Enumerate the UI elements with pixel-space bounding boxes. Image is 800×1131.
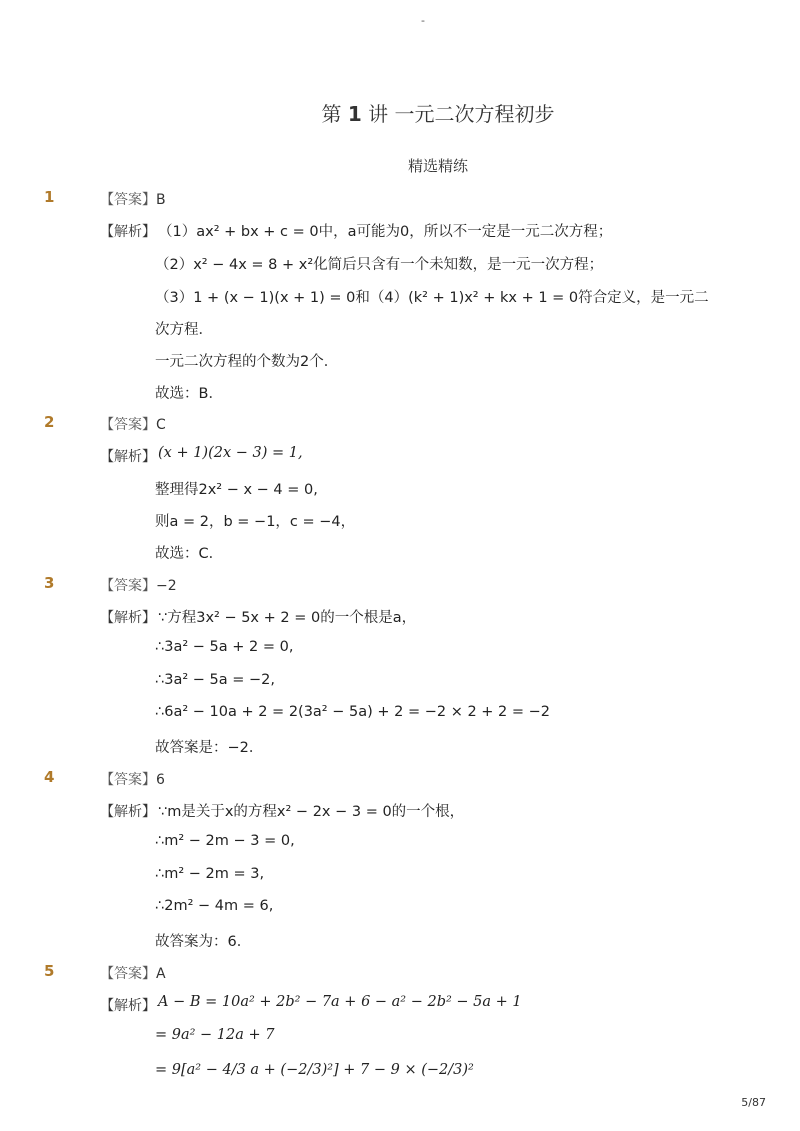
analysis-line: ∴3a² − 5a + 2 = 0, (155, 639, 294, 655)
title-text: 讲 一元二次方程初步 (368, 102, 555, 126)
answer-value: C (156, 417, 166, 433)
analysis-line: ∴6a² − 10a + 2 = 2(3a² − 5a) + 2 = −2 × 2 + 2 = −2 (155, 704, 551, 720)
analysis-label: 【解析】 (100, 998, 156, 1014)
analysis-line: 次方程． (155, 322, 213, 338)
analysis-line: ∵方程3x² − 5x + 2 = 0的一个根是a， (158, 610, 417, 626)
analysis-label: 【解析】 (100, 449, 156, 465)
section-subtitle: 精选精练 (407, 157, 468, 175)
answer-label: 【答案】 (100, 417, 156, 433)
question-number: 4 (44, 768, 55, 786)
title-number: 1 (347, 102, 362, 126)
top-mark: - (421, 14, 425, 27)
analysis-line: = 9a² − 12a + 7 (155, 1027, 275, 1043)
analysis-line: = 9[a² − 4/3 a + (−2/3)²] + 7 − 9 × (−2/3)² (155, 1062, 474, 1078)
analysis-line: ∵m是关于x的方程x² − 2x − 3 = 0的一个根， (158, 804, 465, 820)
analysis-line: ∴m² − 2m = 3, (155, 866, 265, 882)
analysis-line: 故答案为：6． (155, 934, 252, 950)
answer-row (100, 189, 166, 209)
answer-label: 【答案】 (100, 966, 156, 982)
question-number: 1 (44, 188, 55, 206)
question-number: 5 (44, 962, 55, 980)
answer-row (100, 963, 166, 983)
analysis-line: 一元二次方程的个数为2个． (155, 354, 339, 370)
analysis-line: ∴3a² − 5a = −2, (155, 672, 275, 688)
analysis-line: 整理得2x² − x − 4 = 0, (155, 482, 318, 498)
analysis-label: 【解析】 (100, 804, 156, 820)
analysis-line: （1）ax² + bx + c = 0中，a可能为0，所以不一定是一元二次方程； (158, 224, 613, 240)
answer-row (100, 414, 166, 434)
analysis-line: ∴m² − 2m − 3 = 0, (155, 833, 295, 849)
analysis-line: 则a = 2，b = −1，c = −4， (155, 514, 356, 530)
answer-label: 【答案】 (100, 772, 156, 788)
analysis-line: （3）1 + (x − 1)(x + 1) = 0和（4）(k² + 1)x² + kx + 1 = 0符合定义，是一元二 (155, 290, 709, 306)
answer-row (100, 769, 165, 789)
analysis-line: 故答案是：−2． (155, 740, 264, 756)
analysis-line: ∴2m² − 4m = 6, (155, 898, 274, 914)
title-prefix: 第 (321, 102, 342, 126)
analysis-line: 故选：B． (155, 386, 223, 402)
question-number: 3 (44, 574, 55, 592)
answer-value: 6 (156, 772, 165, 788)
answer-label: 【答案】 (100, 192, 156, 208)
analysis-line: 故选：C． (155, 546, 224, 562)
analysis-line: A − B = 10a² + 2b² − 7a + 6 − a² − 2b² − 5a + 1 (158, 994, 522, 1010)
analysis-label: 【解析】 (100, 610, 156, 626)
question-number: 2 (44, 413, 55, 431)
answer-value: A (156, 966, 166, 982)
answer-value: −2 (156, 578, 177, 594)
analysis-line: (x + 1)(2x − 3) = 1, (158, 445, 303, 461)
answer-value: B (156, 192, 166, 208)
answer-row (100, 575, 177, 595)
analysis-label: 【解析】 (100, 224, 156, 240)
page-number: 5/87 (741, 1096, 766, 1109)
analysis-line: （2）x² − 4x = 8 + x²化简后只含有一个未知数，是一元一次方程； (155, 257, 604, 273)
page-title (0, 98, 800, 127)
answer-label: 【答案】 (100, 578, 156, 594)
